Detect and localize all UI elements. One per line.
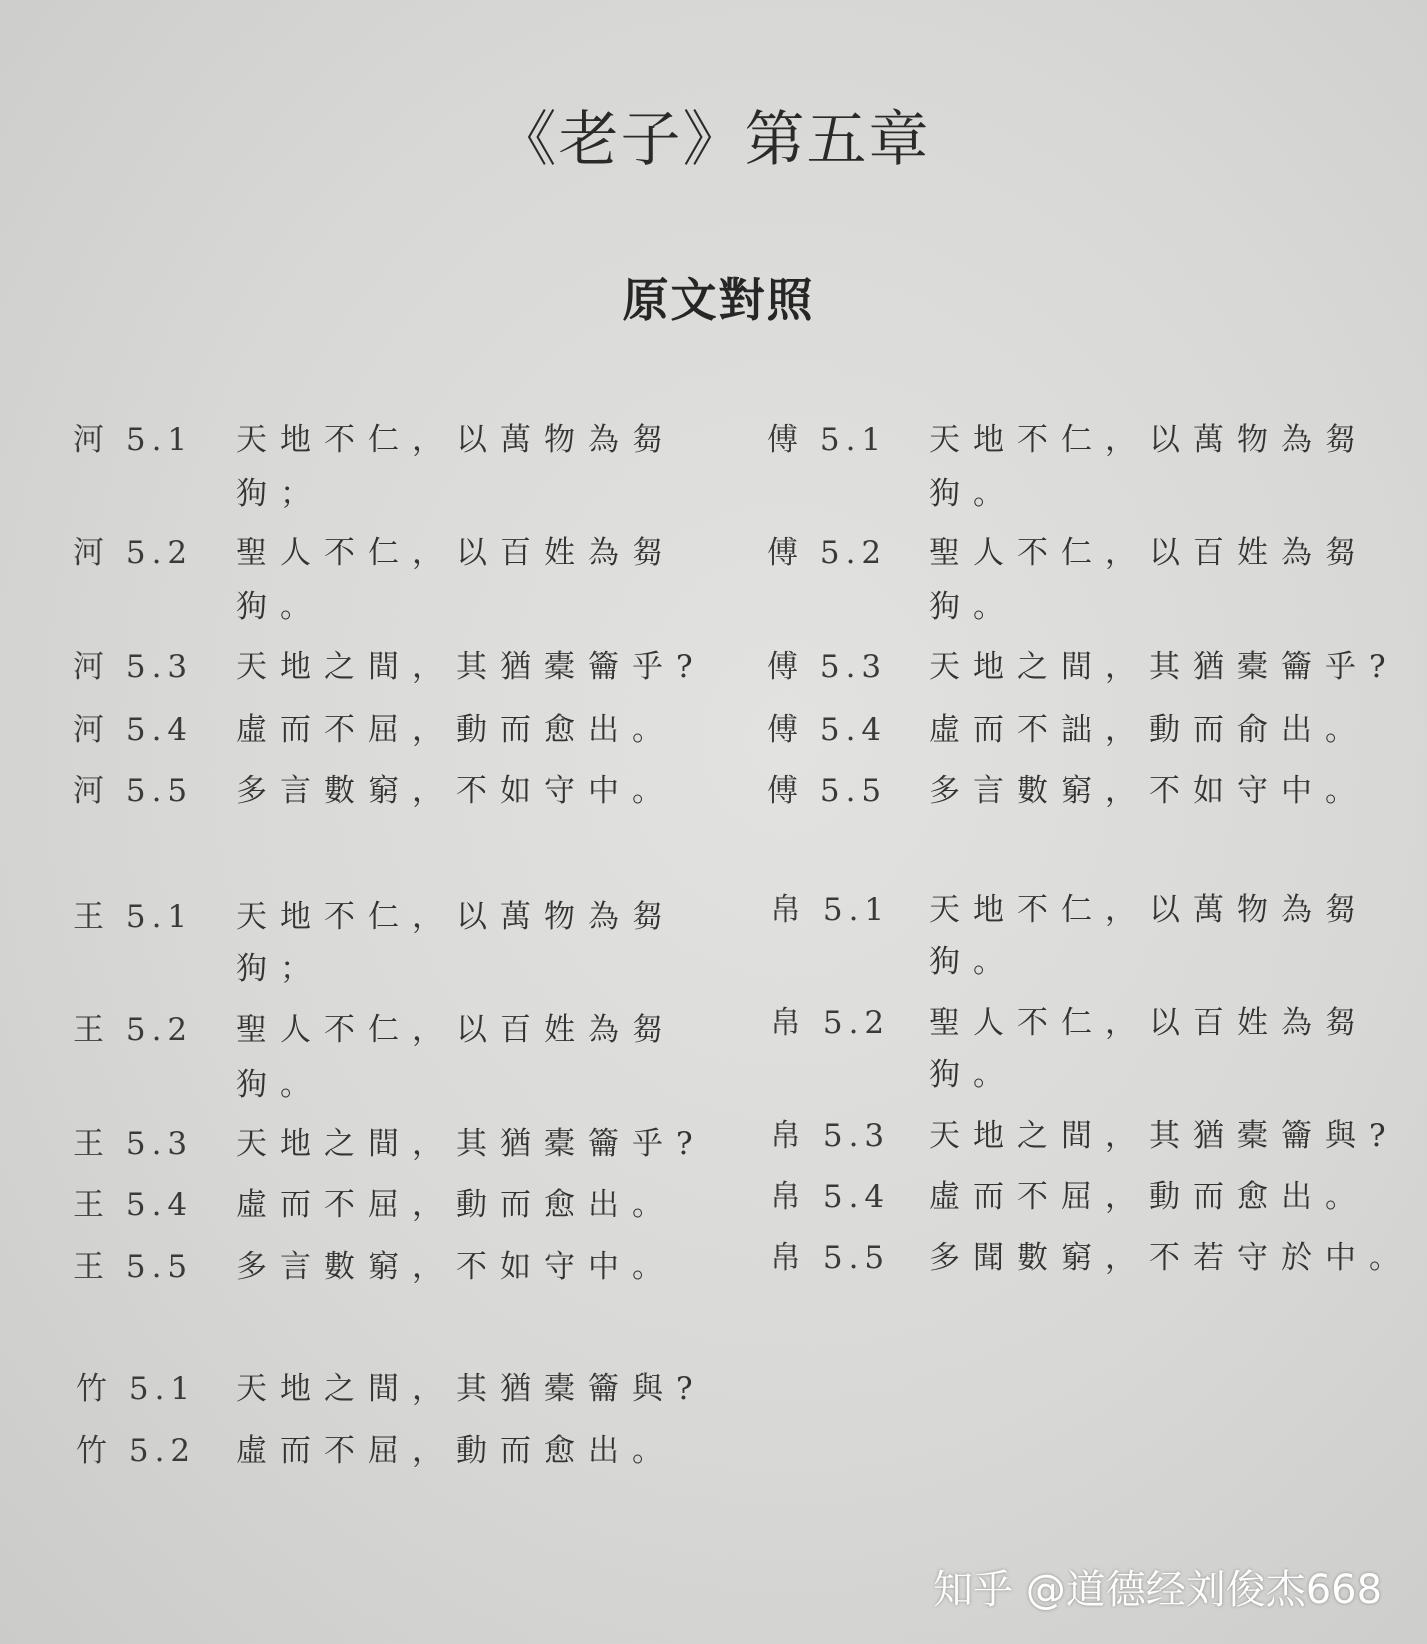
verse-label: 帛 5.5 — [770, 1240, 891, 1276]
verse-text-line: 聖人不仁，以百姓為芻 — [236, 535, 676, 571]
verse-label: 王 5.5 — [73, 1249, 194, 1285]
verse-text-line: 聖人不仁，以百姓為芻 — [236, 1012, 676, 1048]
verse-text-line: 天地之間，其猶橐籥乎? — [236, 649, 706, 685]
chapter-title: 《老子》第五章 — [496, 105, 931, 175]
verse-text-line: 多言數窮，不如守中。 — [929, 773, 1369, 809]
verse-text-line: 多言數窮，不如守中。 — [236, 773, 676, 809]
verse-label: 竹 5.2 — [76, 1433, 197, 1469]
verse-label: 河 5.1 — [73, 422, 194, 458]
verse-text-line: 虛而不屈，動而愈出。 — [236, 712, 676, 748]
verse-text-line: 天地不仁，以萬物為芻 — [236, 422, 676, 458]
verse-label: 傅 5.5 — [767, 773, 888, 809]
verse-label: 傅 5.4 — [767, 712, 888, 748]
watermark: 知乎 @道德经刘俊杰668 — [933, 1567, 1383, 1613]
verse-text-line: 虛而不屈，動而愈出。 — [929, 1179, 1369, 1215]
verse-label: 帛 5.3 — [770, 1118, 891, 1154]
section-heading: 原文對照 — [622, 273, 815, 327]
verse-label: 傅 5.1 — [767, 422, 888, 458]
verse-text-line: 狗； — [236, 951, 324, 987]
verse-text-line: 天地不仁，以萬物為芻 — [929, 422, 1369, 458]
verse-text-line: 狗。 — [929, 589, 1017, 625]
verse-label: 王 5.1 — [73, 899, 194, 935]
verse-label: 河 5.3 — [73, 649, 194, 685]
verse-text-line: 天地之間，其猶橐籥乎? — [929, 649, 1399, 685]
verse-text-line: 虛而不詘，動而俞出。 — [929, 712, 1369, 748]
verse-text-line: 天地之間，其猶橐籥與? — [929, 1118, 1399, 1154]
verse-text-line: 狗。 — [236, 589, 324, 625]
verse-text-line: 天地不仁，以萬物為芻 — [929, 892, 1369, 928]
verse-label: 河 5.2 — [73, 535, 194, 571]
verse-label: 王 5.2 — [73, 1012, 194, 1048]
verse-text-line: 天地不仁，以萬物為芻 — [236, 899, 676, 935]
verse-label: 王 5.3 — [73, 1126, 194, 1162]
verse-label: 河 5.5 — [73, 773, 194, 809]
verse-text-line: 聖人不仁，以百姓為芻 — [929, 535, 1369, 571]
verse-label: 王 5.4 — [73, 1187, 194, 1223]
verse-text-line: 聖人不仁，以百姓為芻 — [929, 1005, 1369, 1041]
verse-label: 帛 5.1 — [770, 892, 891, 928]
verse-text-line: 天地之間，其猶橐籥與? — [236, 1371, 706, 1407]
verse-label: 帛 5.2 — [770, 1005, 891, 1041]
verse-text-line: 狗。 — [929, 1057, 1017, 1093]
verse-text-line: 多聞數窮，不若守於中。 — [929, 1240, 1413, 1276]
verse-text-line: 狗； — [236, 476, 324, 512]
verse-text-line: 虛而不屈，動而愈出。 — [236, 1433, 676, 1469]
verse-text-line: 狗。 — [929, 476, 1017, 512]
verse-text-line: 狗。 — [929, 944, 1017, 980]
verse-label: 河 5.4 — [73, 712, 194, 748]
verse-text-line: 天地之間，其猶橐籥乎? — [236, 1126, 706, 1162]
verse-text-line: 虛而不屈，動而愈出。 — [236, 1187, 676, 1223]
verse-label: 傅 5.2 — [767, 535, 888, 571]
verse-text-line: 多言數窮，不如守中。 — [236, 1249, 676, 1285]
verse-label: 傅 5.3 — [767, 649, 888, 685]
verse-label: 竹 5.1 — [76, 1371, 197, 1407]
verse-label: 帛 5.4 — [770, 1179, 891, 1215]
verse-text-line: 狗。 — [236, 1067, 324, 1103]
